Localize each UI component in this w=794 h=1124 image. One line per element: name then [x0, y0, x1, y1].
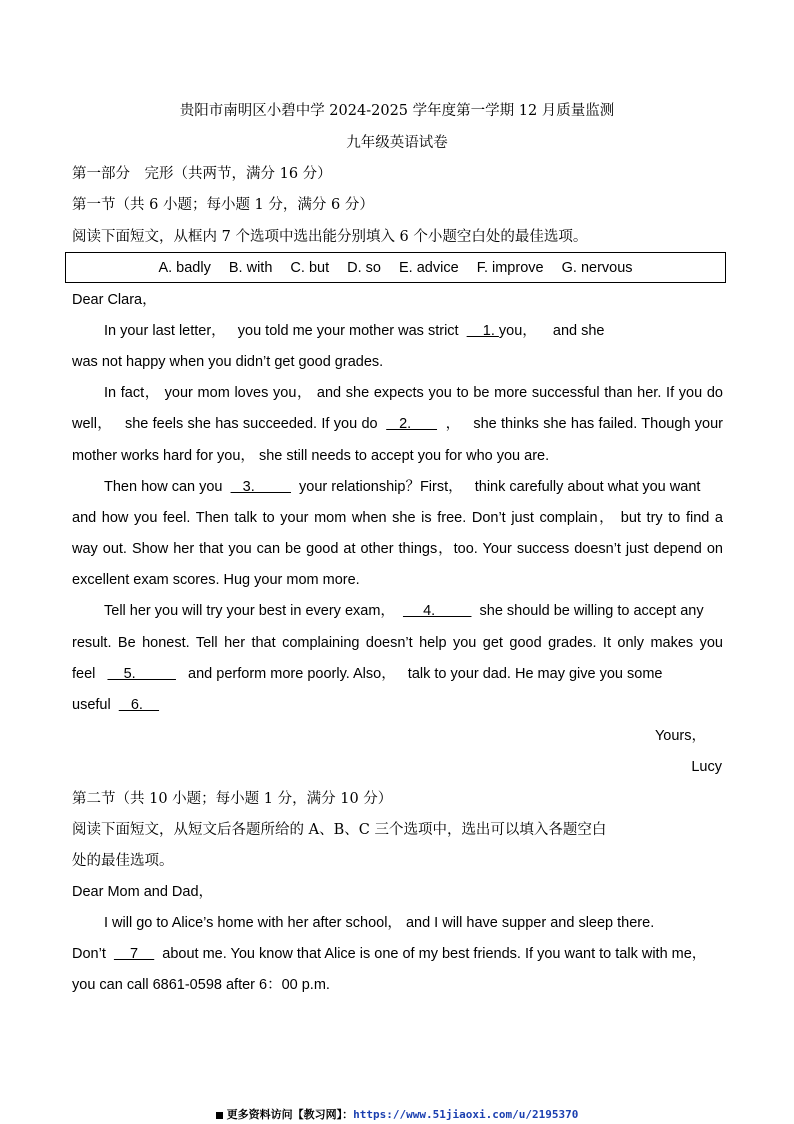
- text: she should be willing to accept any: [471, 603, 704, 619]
- letter1-para3-line3: way out. Show her that you can be good at other things，too. Your success doesn’t just depend on: [72, 541, 723, 557]
- option-e: E. advice: [399, 260, 459, 276]
- letter2-para1-line1: I will go to Alice’s home with her after school， and I will have supper and sleep there.: [104, 915, 655, 931]
- letter1-signature: Lucy: [691, 759, 722, 775]
- letter1-para4-line1: [104, 601, 704, 621]
- footer-prefix: 更多资料访问【教习网】：: [226, 1108, 354, 1121]
- text: useful: [72, 697, 119, 713]
- text: feel: [72, 666, 108, 682]
- section2-heading: 第二节（共 10 小题；每小题 1 分，满分 10 分）: [72, 791, 393, 807]
- option-f: F. improve: [476, 260, 544, 276]
- part1-heading: 第一部分 完形（共两节，满分 16 分）: [72, 166, 332, 182]
- letter1-para4-line3: [72, 664, 662, 684]
- exam-subtitle: 九年级英语试卷: [346, 135, 448, 151]
- blank-7: 7: [113, 946, 155, 962]
- letter1-greeting: Dear Clara，: [72, 292, 157, 308]
- letter1-para4-line4: [72, 695, 159, 715]
- footer-url[interactable]: https://www.51jiaoxi.com/u/2195370: [353, 1108, 579, 1121]
- flag-icon: [216, 1112, 223, 1119]
- text: your relationship？First， think carefully about what you want: [291, 479, 701, 495]
- exam-title: 贵阳市南明区小碧中学 2024-2025 学年度第一学期 12 月质量监测: [179, 103, 615, 119]
- text: In your last letter， you told me your mother was strict: [104, 323, 467, 339]
- text: ， she thinks she has failed. Though your: [437, 416, 723, 432]
- option-b: B. with: [228, 260, 273, 276]
- text: and perform more poorly. Also， talk to your dad. He may give you some: [175, 666, 663, 682]
- letter1-para2-line2: [72, 414, 723, 434]
- letter1-para3-line4: excellent exam scores. Hug your mom more.: [72, 572, 360, 588]
- blank-6: 6.: [118, 697, 160, 713]
- options-box: [65, 252, 726, 283]
- letter1-para1-line2: was not happy when you didn’t get good grades.: [72, 354, 384, 370]
- option-c: C. but: [290, 260, 330, 276]
- letter1-para3-line1: [104, 477, 700, 497]
- blank-1: 1.: [466, 323, 499, 339]
- letter1-para4-line2: result. Be honest. Tell her that complaining doesn’t help you get good grades. It only makes you: [72, 635, 723, 651]
- option-g: G. nervous: [561, 260, 633, 276]
- blank-4: 4.: [402, 603, 472, 619]
- section2-instruction-line1: 阅读下面短文，从短文后各题所给的 A、B、C 三个选项中，选出可以填入各题空白: [72, 822, 607, 838]
- options-list: [66, 258, 725, 278]
- letter1-para3-line2: and how you feel. Then talk to your mom when she is free. Don’t just complain， but try to find a: [72, 510, 723, 526]
- text: you， and she: [498, 323, 605, 339]
- section1-heading: 第一节（共 6 小题；每小题 1 分，满分 6 分）: [72, 197, 374, 213]
- blank-3: 3.: [230, 479, 291, 495]
- blank-2: 2.: [386, 416, 438, 432]
- text: well， she feels she has succeeded. If you do: [72, 416, 387, 432]
- section2-instruction-line2: 处的最佳选项。: [72, 853, 174, 869]
- letter2-para1-line3: you can call 6861-0598 after 6：00 p.m.: [72, 977, 330, 993]
- letter1-para1-line1: [104, 321, 604, 341]
- letter2-para1-line2: [72, 944, 706, 964]
- blank-5: 5.: [107, 666, 176, 682]
- letter1-closing: Yours，: [654, 728, 706, 744]
- text: Don’t: [72, 946, 114, 962]
- footer-resource-link[interactable]: [0, 1108, 794, 1122]
- letter1-para2-line1: In fact， your mom loves you， and she expects you to be more successful than her. If you do: [104, 385, 723, 401]
- letter1-para2-line3: mother works hard for you， she still needs to accept you for who you are.: [72, 448, 550, 464]
- option-d: D. so: [347, 260, 381, 276]
- letter2-greeting: Dear Mom and Dad，: [72, 884, 214, 900]
- text: about me. You know that Alice is one of my best friends. If you want to talk with me，: [154, 946, 707, 962]
- text: Tell her you will try your best in every exam，: [104, 603, 403, 619]
- section1-instruction: 阅读下面短文，从框内 7 个选项中选出能分别填入 6 个小题空白处的最佳选项。: [72, 229, 588, 245]
- text: Then how can you: [104, 479, 231, 495]
- option-a: A. badly: [158, 260, 211, 276]
